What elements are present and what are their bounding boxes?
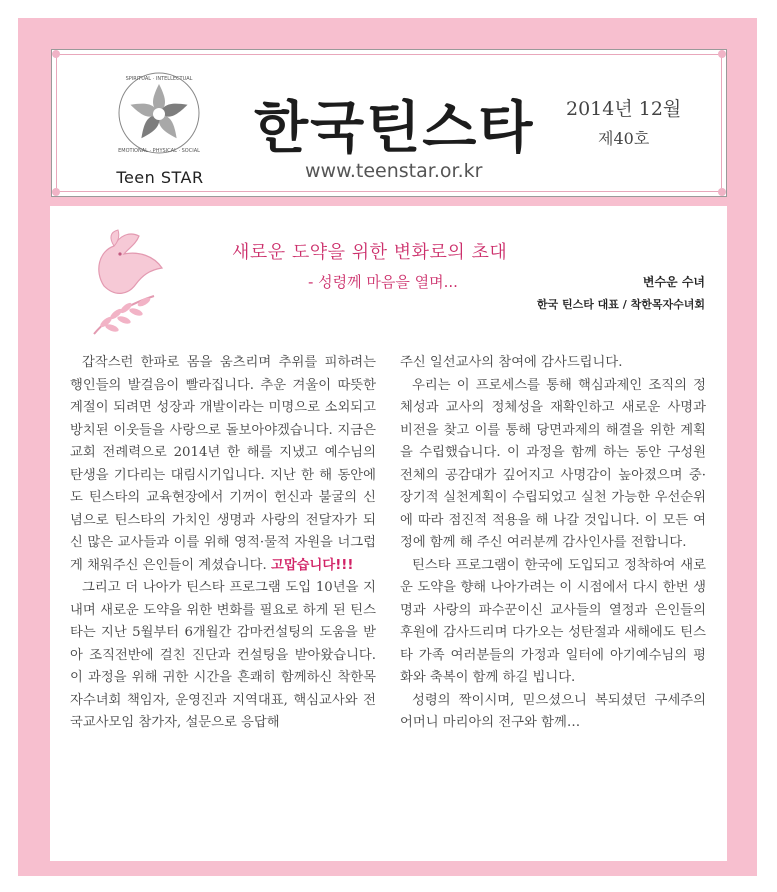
- paragraph: 그리고 더 나아가 틴스타 프로그램 도입 10년을 지내며 새로운 도약을 위한 변화를 필요로 하게 된 틴스타는 지난 5월부터 6개월간 감마컨설팅의 도움을 받아 조직전반에 걸친 진단과 컨설팅을 받아왔습니다. 이 과정을 위해 귀한 시간을 흔쾌히 함께하신 착한목자수녀회 책임자, 운영진과 지역대표, 핵심교사와 전국교사모임 참가자, 설문으로 응답해: [70, 580, 376, 730]
- corner-ornament: [52, 50, 60, 58]
- dove-illustration-icon: [74, 226, 179, 338]
- corner-ornament: [52, 188, 60, 196]
- article-area: [50, 206, 727, 861]
- article-column-right: [400, 352, 706, 735]
- paragraph: 우리는 이 프로세스를 통해 핵심과제인 조직의 정체성과 교사의 정체성을 재확인하고 새로운 사명과 비전을 찾고 이를 통해 당면과제의 해결을 위한 계획을 수립했습니다. 이 과정을 함께 하는 동안 구성원 전체의 공감대가 깊어지고 사명감이 높아졌으며 중·장기적 실천계획이 수립되었고 실천 가능한 우선순위에 따라 점진적 적용을 해 나갈 것입니다. 이 모든 여정에 함께 해 주신 여러분께 감사인사를 전합니다.: [400, 377, 706, 550]
- article-title: 새로운 도약을 위한 변화로의 초대: [232, 242, 508, 263]
- teenstar-logo-icon: [114, 68, 204, 158]
- svg-text:SPIRITUAL · INTELLECTUAL: SPIRITUAL · INTELLECTUAL: [125, 76, 193, 82]
- logo-name: Teen STAR: [116, 168, 204, 187]
- paragraph-text: 갑작스런 한파로 몸을 움츠리며 추위를 피하려는 행인들의 발걸음이 빨라집니다. 추운 겨울이 따뜻한 계절이 되려면 성장과 개발이라는 미명으로 소외되고 방치된 이웃들을 사랑으로 돌보아야겠습니다. 지금은 교회 전례력으로 2014년 한 해를 지냈고 예수님의 탄생을 기다리는 대림시기입니다. 지난 한 해 동안에도 틴스타의 교육현장에서 기꺼이 헌신과 불굴의 신념으로 틴스타의 가치인 생명과 사랑의 전달자가 되신 많은 교사들과 이를 위해 영적·물적 자원을 너그럽게 채워주신 은인들이 계셨습니다.: [70, 355, 376, 573]
- paragraph: 성령의 짝이시며, 믿으셨으니 복되셨던 구세주의 어머니 마리아의 전구와 함께…: [400, 692, 706, 730]
- issue-number: 제40호: [598, 129, 650, 148]
- newsletter-title: 한국틴스타: [254, 96, 535, 161]
- paragraph: 주신 일선교사의 참여에 감사드립니다.: [400, 355, 623, 370]
- corner-ornament: [718, 188, 726, 196]
- article-column-left: [70, 352, 376, 735]
- thanks-highlight: 고맙습니다!!!: [270, 557, 354, 573]
- paragraph: [70, 352, 376, 577]
- article-subtitle: - 성령께 마음을 열며...: [308, 273, 458, 291]
- author-role: 한국 틴스타 대표 / 착한목자수녀회: [536, 298, 705, 311]
- page-frame: [18, 18, 757, 876]
- website-url: www.teenstar.or.kr: [305, 160, 483, 182]
- svg-text:EMOTIONAL · PHYSICAL · SOCIAL: EMOTIONAL · PHYSICAL · SOCIAL: [118, 148, 200, 154]
- paragraph: 틴스타 프로그램이 한국에 도입되고 정착하여 새로운 도약을 향해 나아가려는 이 시점에서 다시 한번 생명과 사랑의 파수꾼이신 교사들의 열정과 은인들의 후원에 감사드리며 다가오는 성탄절과 새해에도 틴스타 가족 여러분들의 가정과 일터에 아기예수님의 평화와 축복이 함께 하길 빕니다.: [400, 557, 706, 685]
- corner-ornament: [718, 50, 726, 58]
- newsletter-header: [51, 49, 727, 197]
- author-name: 변수운 수녀: [642, 275, 705, 289]
- issue-date: 2014년 12월: [566, 98, 682, 120]
